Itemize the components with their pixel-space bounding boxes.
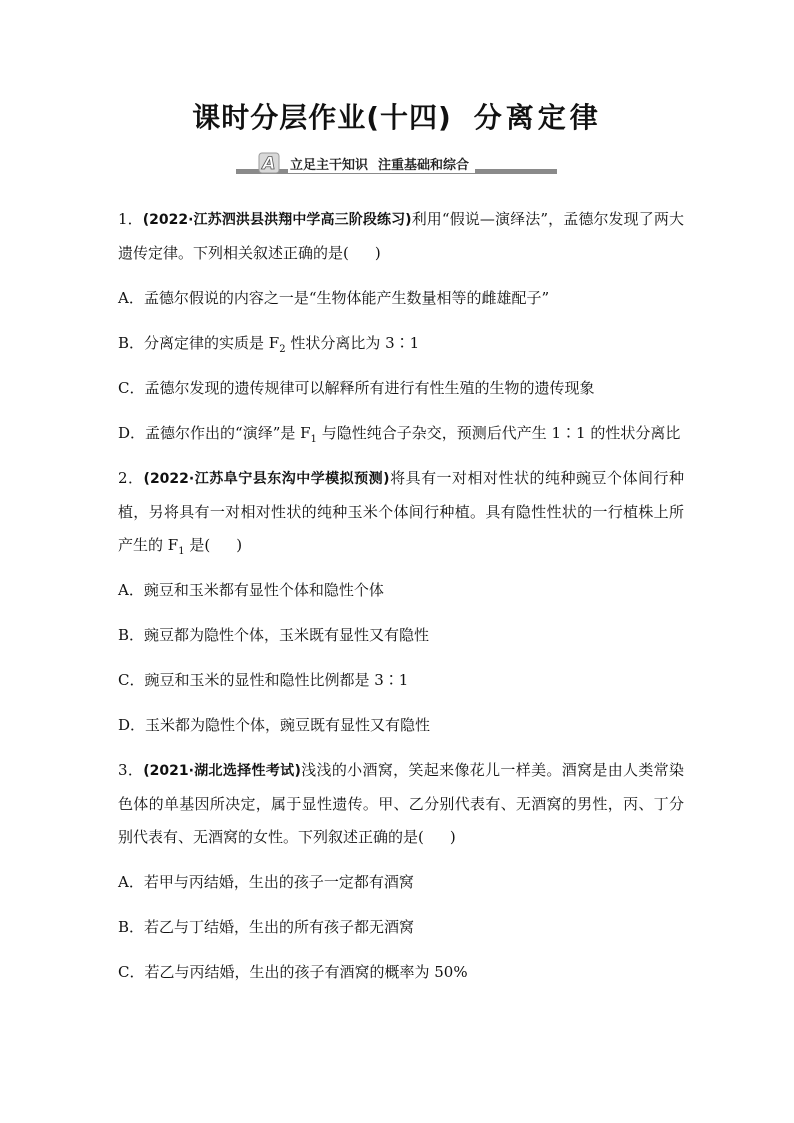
question-3-option-b: B．若乙与丁结婚，生出的所有孩子都无酒窝 — [118, 918, 415, 936]
question-text: 利用“假说—演绎法”，孟德尔发现了两大遗传定律。下列相关叙述正确的是( — [118, 210, 684, 262]
question-3-stem — [118, 754, 684, 854]
question-source: (2022·江苏阜宁县东沟中学模拟预测) — [143, 471, 390, 487]
title-subtitle: 分离定律 — [473, 101, 602, 134]
paren-close: ) — [374, 244, 381, 262]
option-text: D．孟德尔作出的“演绎”是 F — [118, 424, 311, 442]
section-header-a — [236, 152, 557, 176]
question-number: 1． — [118, 210, 143, 228]
option-text: 与隐性纯合子杂交，预测后代产生 1∶1 的性状分离比 — [316, 424, 681, 442]
subscript: 2 — [279, 344, 286, 355]
question-text: 浅浅的小酒窝，笑起来像花儿一样美。酒窝是由人类常染色体的单基因所决定，属于显性遗传。甲、乙分别代表有、无酒窝的男性，丙、丁分别代表有、无酒窝的女性。下列叙述正确的是( — [118, 761, 684, 846]
section-a-badge-icon — [258, 152, 280, 174]
question-1-option-a: A．孟德尔假说的内容之一是“生物体能产生数量相等的雌雄配子” — [118, 289, 550, 307]
question-1-option-d — [118, 417, 684, 450]
question-2-option-b: B．豌豆都为隐性个体，玉米既有显性又有隐性 — [118, 626, 430, 644]
paren-close: ) — [449, 828, 456, 846]
question-1-option-b — [118, 327, 684, 360]
subscript: 1 — [310, 434, 317, 445]
question-text: 将具有一对相对性状的纯种豌豆个体间行种植，另将具有一对相对性状的纯种玉米个体间行种植。具有隐性性状的一行植株上所产生的 F — [118, 469, 684, 554]
question-text: 是( — [184, 536, 211, 554]
title-main: 课时分层作业(十四) — [192, 101, 452, 134]
question-source: (2022·江苏泗洪县洪翔中学高三阶段练习) — [142, 212, 412, 228]
question-3-option-a: A．若甲与丙结婚，生出的孩子一定都有酒窝 — [118, 873, 414, 891]
question-source: (2021·湖北选择性考试) — [143, 763, 301, 779]
section-label-part1: 立足主干知识 — [290, 158, 369, 173]
questions-list — [118, 203, 684, 1001]
option-text: 性状分离比为 3∶1 — [285, 334, 420, 352]
section-label-part2: 注重基础和综合 — [378, 158, 470, 173]
question-2-option-c: C．豌豆和玉米的显性和隐性比例都是 3∶1 — [118, 671, 409, 689]
question-number: 3． — [118, 761, 144, 779]
question-1-stem — [118, 203, 684, 270]
question-2-option-a: A．豌豆和玉米都有显性个体和隐性个体 — [118, 581, 384, 599]
question-1-option-c: C．孟德尔发现的遗传规律可以解释所有进行有性生殖的生物的遗传现象 — [118, 379, 595, 397]
question-2-stem — [118, 462, 684, 562]
paren-close: ) — [236, 536, 243, 554]
question-3-option-c: C．若乙与丙结婚，生出的孩子有酒窝的概率为 50% — [118, 963, 468, 981]
option-text: B．分离定律的实质是 F — [118, 334, 280, 352]
section-label — [288, 154, 475, 173]
page-title — [0, 96, 794, 136]
subscript: 1 — [178, 546, 185, 557]
question-number: 2． — [118, 469, 144, 487]
section-badge-letter: A — [262, 154, 276, 174]
question-2-option-d: D．玉米都为隐性个体，豌豆既有显性又有隐性 — [118, 716, 431, 734]
